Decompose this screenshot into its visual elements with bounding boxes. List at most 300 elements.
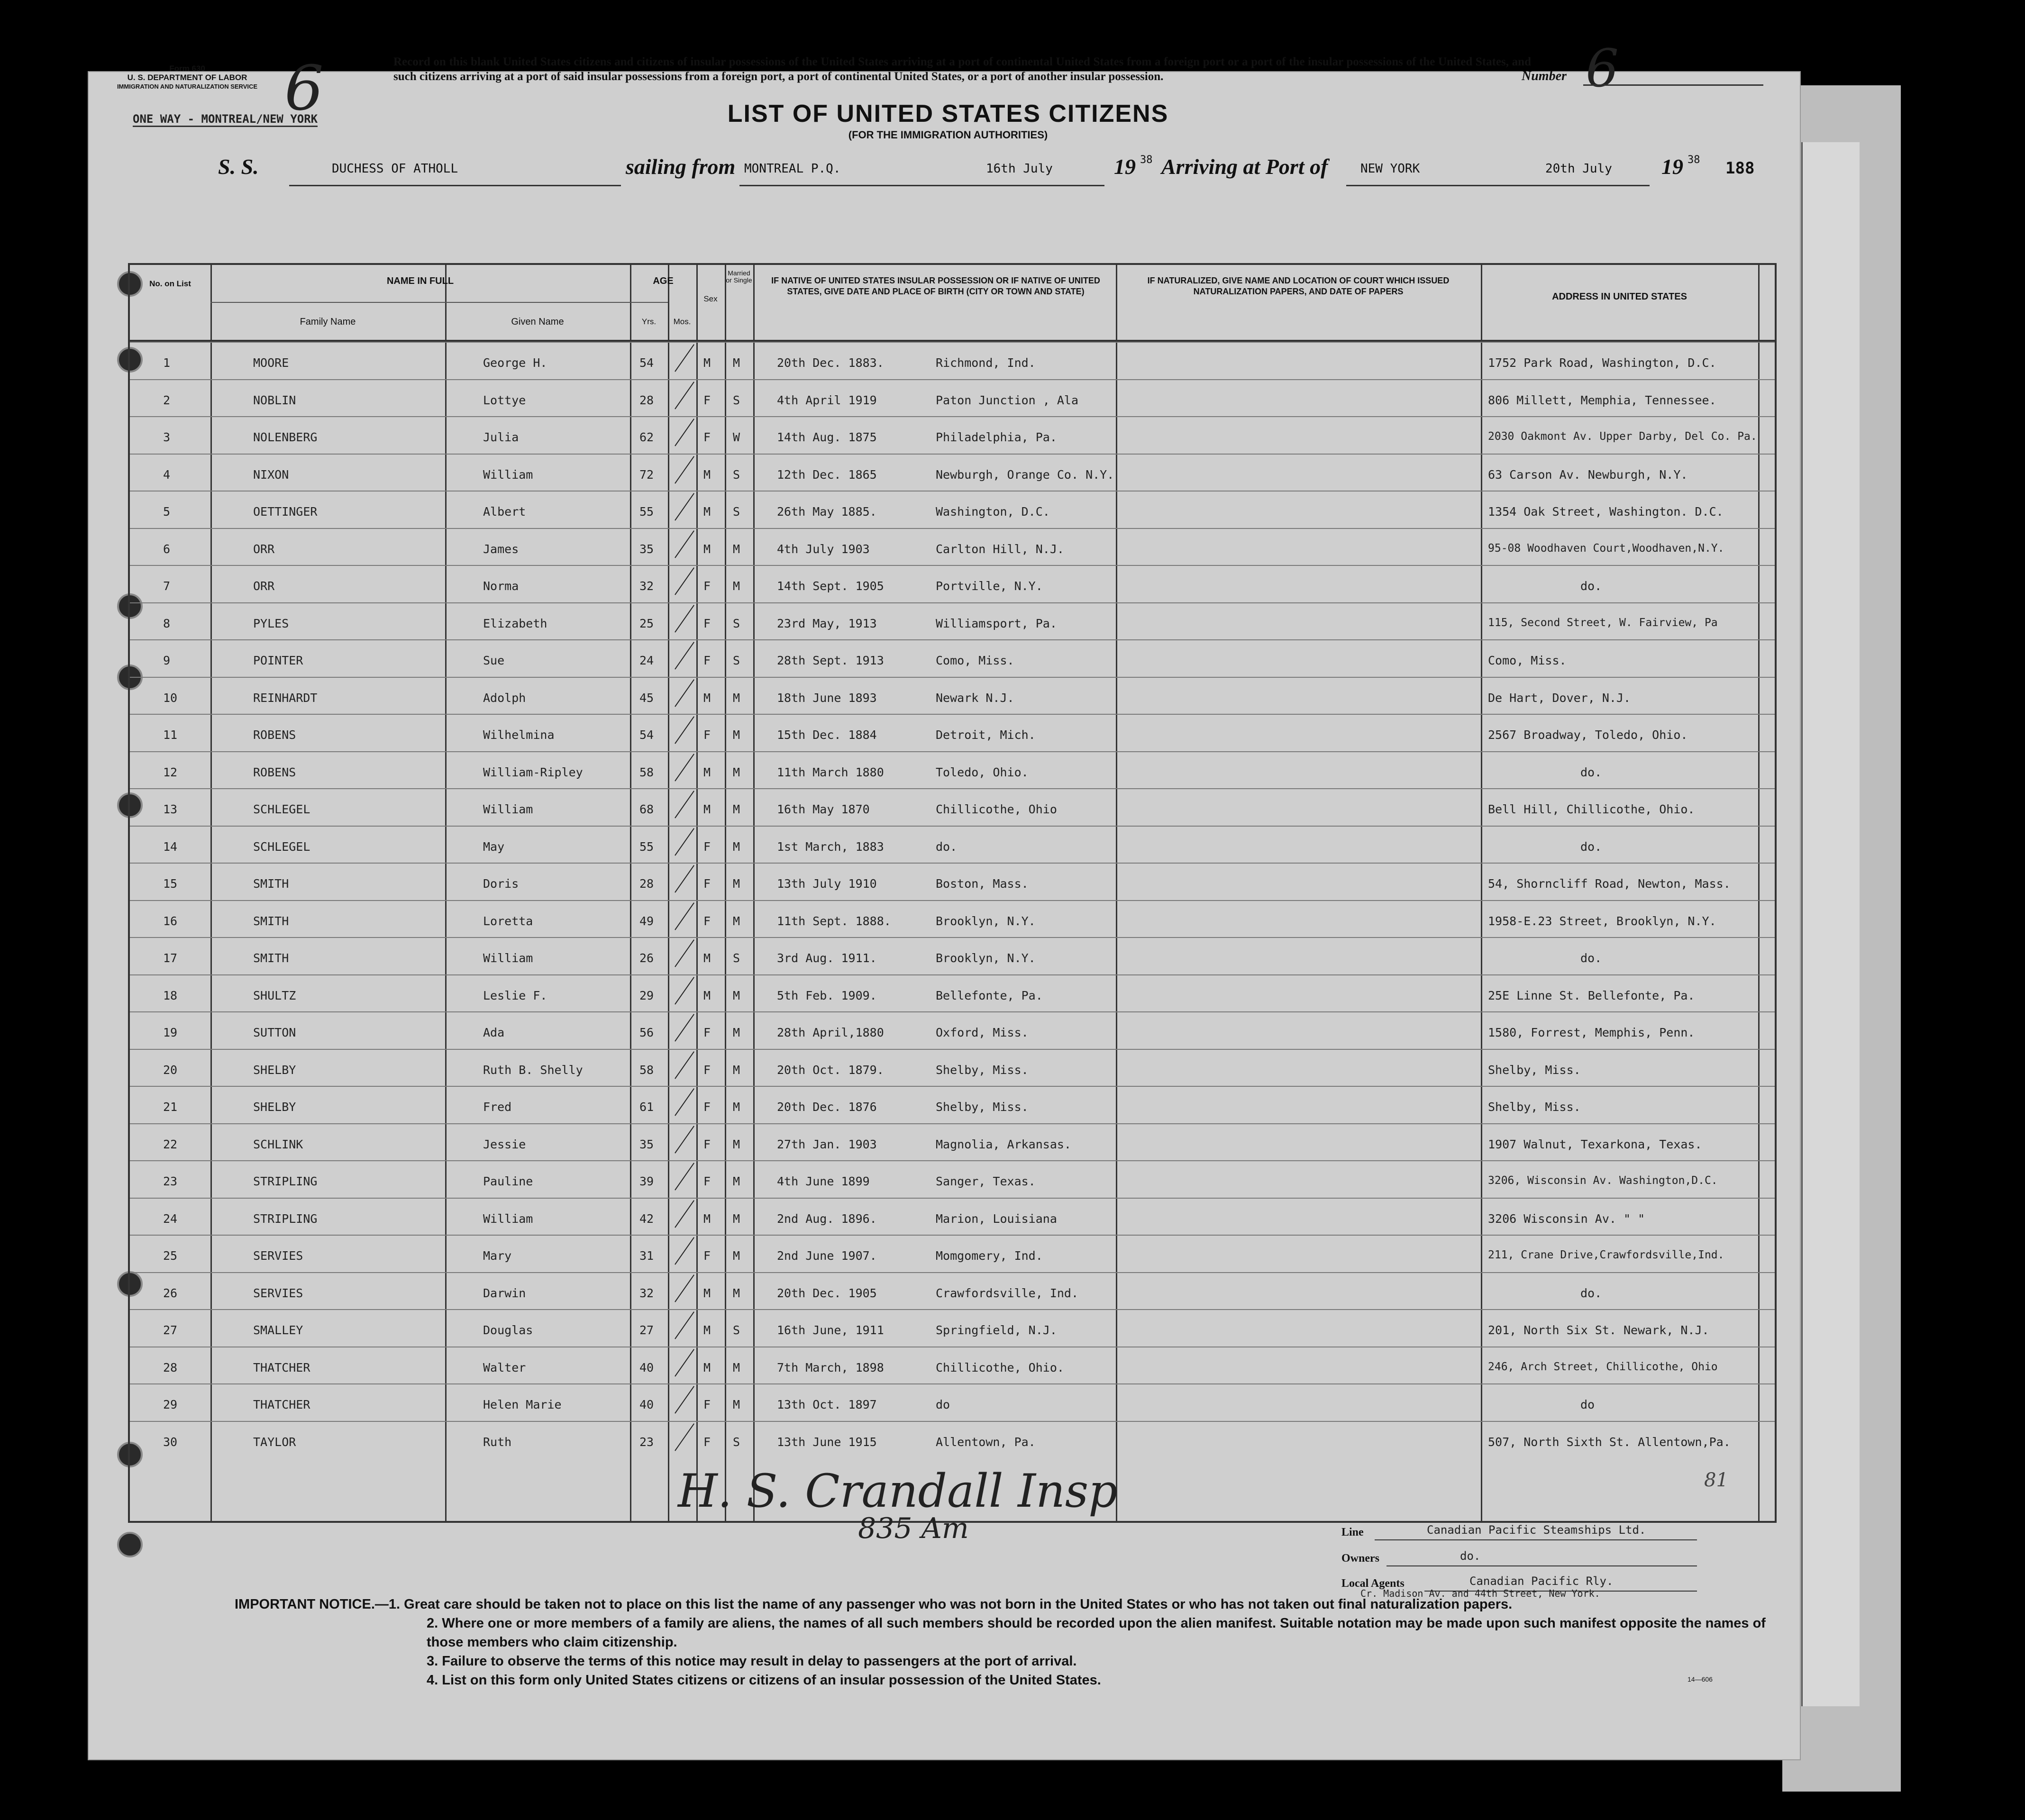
check-mark — [675, 828, 694, 855]
birth-place: Chillicothe, Ohio — [936, 802, 1057, 816]
table-row — [130, 1347, 1775, 1385]
check-mark — [675, 530, 694, 558]
family-name: SMALLEY — [253, 1323, 303, 1337]
age-years: 32 — [639, 579, 654, 593]
table-row — [130, 937, 1775, 975]
row-number: 30 — [163, 1435, 178, 1449]
birth-place: Allentown, Pa. — [936, 1435, 1036, 1449]
given-name: Douglas — [483, 1323, 533, 1337]
sex: M — [703, 691, 711, 705]
age-years: 32 — [639, 1286, 654, 1300]
year-prefix: 19 — [1661, 155, 1683, 179]
col-age: AGE — [653, 276, 674, 286]
family-name: PYLES — [253, 616, 289, 630]
us-address: Shelby, Miss. — [1488, 1063, 1581, 1077]
marital-status: M — [733, 728, 740, 742]
age-years: 40 — [639, 1360, 654, 1374]
sex: M — [703, 542, 711, 556]
intro-text: Record on this blank United States citizens and citizens of insular possessions of the United States arriving at a port of continental United States from a foreign port or a port of the insular possessions of the United States, and such citizens arriving at a port of said insular possessions from a foreign port, a port of continental United States, or a port of another insular possession. — [393, 55, 1531, 83]
arrival-year: 38 — [1688, 154, 1700, 166]
birth-date: 23rd May, 1913 — [777, 616, 877, 630]
marital-status: S — [733, 393, 740, 407]
row-number: 25 — [163, 1249, 178, 1263]
birth-date: 12th Dec. 1865 — [777, 467, 877, 482]
age-years: 35 — [639, 542, 654, 556]
table-row — [130, 454, 1775, 492]
family-name: SCHLINK — [253, 1137, 303, 1151]
age-years: 72 — [639, 467, 654, 482]
sex: M — [703, 1323, 711, 1337]
row-number: 26 — [163, 1286, 178, 1300]
us-address: 3206 Wisconsin Av. " " — [1488, 1211, 1645, 1226]
col-name-in-full: NAME IN FULL — [386, 276, 454, 286]
row-number: 10 — [163, 691, 178, 705]
row-number: 24 — [163, 1211, 178, 1226]
marital-status: M — [733, 1211, 740, 1226]
notice-heading: IMPORTANT NOTICE. — [235, 1597, 375, 1612]
age-years: 29 — [639, 988, 654, 1002]
department: U. S. DEPARTMENT OF LABOR — [127, 73, 247, 82]
table-row — [130, 1160, 1775, 1199]
age-years: 28 — [639, 393, 654, 407]
family-name: SMITH — [253, 914, 289, 928]
birth-date: 20th Dec. 1905 — [777, 1286, 877, 1300]
age-years: 42 — [639, 1211, 654, 1226]
check-mark — [675, 382, 694, 409]
check-mark — [675, 1051, 694, 1079]
family-name: STRIPLING — [253, 1174, 318, 1188]
us-address: 3206, Wisconsin Av. Washington,D.C. — [1488, 1174, 1718, 1187]
col-mos: Mos. — [673, 317, 691, 326]
check-mark — [675, 1014, 694, 1041]
us-address: 806 Millett, Memphia, Tennessee. — [1488, 393, 1716, 407]
col-given-name: Given Name — [511, 317, 564, 327]
marital-status: M — [733, 914, 740, 928]
us-address: 1907 Walnut, Texarkona, Texas. — [1488, 1137, 1702, 1151]
sex: M — [703, 802, 711, 816]
check-mark — [675, 791, 694, 818]
inspector-signature: H. S. Crandall Insp — [678, 1465, 1118, 1518]
given-name: Lottye — [483, 393, 526, 407]
given-name: Darwin — [483, 1286, 526, 1300]
age-years: 35 — [639, 1137, 654, 1151]
marital-status: S — [733, 616, 740, 630]
passenger-table — [128, 263, 1777, 1523]
notice-item-4: 4. List on this form only United States citizens or citizens of an insular possession of the United States. — [427, 1673, 1101, 1688]
given-name: Albert — [483, 505, 526, 519]
row-number: 21 — [163, 1100, 178, 1114]
age-years: 49 — [639, 914, 654, 928]
table-header — [130, 265, 1775, 342]
birth-date: 4th June 1899 — [777, 1174, 870, 1188]
age-years: 58 — [639, 765, 654, 779]
us-address: 25E Linne St. Bellefonte, Pa. — [1488, 988, 1695, 1002]
check-mark — [675, 642, 694, 669]
us-address: 211, Crane Drive,Crawfordsville,Ind. — [1488, 1249, 1724, 1261]
check-mark — [675, 456, 694, 483]
family-name: SHELBY — [253, 1100, 296, 1114]
given-name: Ruth — [483, 1435, 512, 1449]
family-name: THATCHER — [253, 1360, 310, 1374]
row-number: 4 — [163, 467, 171, 482]
us-address: do. — [1580, 765, 1602, 779]
check-mark — [675, 1163, 694, 1190]
sex: M — [703, 1211, 711, 1226]
punch-hole — [117, 1532, 143, 1557]
us-address: 1752 Park Road, Washington, D.C. — [1488, 356, 1716, 370]
table-row — [130, 788, 1775, 827]
row-number: 3 — [163, 430, 171, 444]
sex: M — [703, 1286, 711, 1300]
us-address: De Hart, Dover, N.J. — [1488, 691, 1631, 705]
marital-status: M — [733, 1360, 740, 1374]
us-address: 54, Shorncliff Road, Newton, Mass. — [1488, 877, 1731, 891]
birth-date: 13th July 1910 — [777, 877, 877, 891]
us-address: 1580, Forrest, Memphis, Penn. — [1488, 1026, 1695, 1039]
marital-status: S — [733, 1435, 740, 1449]
given-name: James — [483, 542, 519, 556]
header-divider — [210, 302, 668, 303]
birth-place: Springfield, N.J. — [936, 1323, 1057, 1337]
birth-place: Oxford, Miss. — [936, 1026, 1029, 1039]
family-name: REINHARDT — [253, 691, 318, 705]
check-mark — [675, 939, 694, 967]
birth-place: Como, Miss. — [936, 654, 1014, 667]
arrival-date: 20th July — [1545, 162, 1612, 176]
sex: F — [703, 579, 711, 593]
birth-place: Chillicothe, Ohio. — [936, 1360, 1064, 1374]
family-name: TAYLOR — [253, 1435, 296, 1449]
us-address: 2567 Broadway, Toledo, Ohio. — [1488, 728, 1688, 742]
age-years: 56 — [639, 1026, 654, 1039]
underline — [1507, 185, 1650, 186]
us-address: do — [1580, 1398, 1595, 1411]
table-row — [130, 1049, 1775, 1087]
birth-date: 13th Oct. 1897 — [777, 1398, 877, 1411]
underline — [289, 185, 621, 186]
check-mark — [675, 1349, 694, 1376]
row-number: 5 — [163, 505, 171, 519]
marital-status: M — [733, 765, 740, 779]
birth-date: 11th March 1880 — [777, 765, 884, 779]
line-value: Canadian Pacific Steamships Ltd. — [1427, 1523, 1646, 1537]
marital-status: M — [733, 1026, 740, 1039]
table-row — [130, 1235, 1775, 1273]
form-code: 14—606 — [1688, 1675, 1713, 1683]
age-years: 55 — [639, 505, 654, 519]
table-row — [130, 900, 1775, 938]
stamp-number: 188 — [1725, 159, 1755, 178]
local-agents-value: Canadian Pacific Rly. — [1469, 1574, 1614, 1588]
age-years: 45 — [639, 691, 654, 705]
table-row — [130, 1123, 1775, 1162]
birth-place: Newark N.J. — [936, 691, 1014, 705]
route-stamp: ONE WAY - MONTREAL/NEW YORK — [133, 112, 318, 127]
table-row — [130, 565, 1775, 603]
given-name: Wilhelmina — [483, 728, 555, 742]
check-mark — [675, 1423, 694, 1451]
check-mark — [675, 419, 694, 446]
us-address: 63 Carson Av. Newburgh, N.Y. — [1488, 467, 1688, 482]
birth-date: 28th April,1880 — [777, 1026, 884, 1039]
check-mark — [675, 567, 694, 595]
given-name: Julia — [483, 430, 519, 444]
birth-date: 14th Aug. 1875 — [777, 430, 877, 444]
given-name: Jessie — [483, 1137, 526, 1151]
birth-place: Momgomery, Ind. — [936, 1249, 1043, 1263]
ss-label: S. S. — [218, 155, 259, 179]
birth-date: 13th June 1915 — [777, 1435, 877, 1449]
birth-place: Newburgh, Orange Co. N.Y. — [936, 467, 1114, 482]
given-name: Pauline — [483, 1174, 533, 1188]
table-row — [130, 416, 1775, 455]
birth-place: Shelby, Miss. — [936, 1063, 1029, 1077]
row-number: 28 — [163, 1360, 178, 1374]
given-name: William — [483, 1211, 533, 1226]
table-row — [130, 639, 1775, 678]
age-years: 68 — [639, 802, 654, 816]
row-number: 29 — [163, 1398, 178, 1411]
family-name: SCHLEGEL — [253, 802, 310, 816]
given-name: Mary — [483, 1249, 512, 1263]
check-mark — [675, 1311, 694, 1339]
sailing-date: 16th July — [986, 162, 1053, 176]
us-address: Shelby, Miss. — [1488, 1100, 1581, 1114]
age-years: 40 — [639, 1398, 654, 1411]
row-number: 13 — [163, 802, 178, 816]
table-row — [130, 826, 1775, 864]
family-name: ORR — [253, 542, 275, 556]
sex: F — [703, 654, 711, 667]
birth-place: Richmond, Ind. — [936, 356, 1036, 370]
sex: F — [703, 430, 711, 444]
check-mark — [675, 679, 694, 707]
col-sex: Sex — [703, 294, 718, 303]
sex: F — [703, 1435, 711, 1449]
underline — [1375, 1539, 1697, 1540]
family-name: SHELBY — [253, 1063, 296, 1077]
sex: F — [703, 728, 711, 742]
marital-status: M — [733, 356, 740, 370]
marital-status: M — [733, 1286, 740, 1300]
age-years: 58 — [639, 1063, 654, 1077]
form-identifier — [116, 64, 258, 91]
notice-item-2: 2. Where one or more members of a family are aliens, the names of all such members should be recorded upon the alien manifest. Suitable notation may be made upon such manifest opposite the names of those members who claim citizenship. — [427, 1616, 1766, 1650]
family-name: MOORE — [253, 356, 289, 370]
check-mark — [675, 344, 694, 372]
local-agents-label: Local Agents — [1341, 1577, 1405, 1590]
family-name: OETTINGER — [253, 505, 318, 519]
birth-date: 7th March, 1898 — [777, 1360, 884, 1374]
us-address: 1354 Oak Street, Washington. D.C. — [1488, 505, 1724, 519]
sex: M — [703, 765, 711, 779]
us-address: Como, Miss. — [1488, 654, 1567, 667]
birth-date: 2nd June 1907. — [777, 1249, 877, 1263]
row-number: 16 — [163, 914, 178, 928]
row-number: 11 — [163, 728, 178, 742]
service: IMMIGRATION AND NATURALIZATION SERVICE — [117, 83, 258, 90]
notice-item-1: IMPORTANT NOTICE.—1. Great care should be taken not to place on this list the name of any passenger who was not born in the United States or who has not taken out final naturalization papers. — [235, 1597, 1513, 1612]
marital-status: S — [733, 1323, 740, 1337]
birth-date: 4th April 1919 — [777, 393, 877, 407]
marital-status: M — [733, 542, 740, 556]
family-name: ROBENS — [253, 728, 296, 742]
sailing-label: sailing from — [626, 155, 736, 179]
sex: F — [703, 839, 711, 854]
birth-place: Detroit, Mich. — [936, 728, 1036, 742]
birth-date: 5th Feb. 1909. — [777, 988, 877, 1002]
given-name: William — [483, 951, 533, 965]
arriving-label: Arriving at Port of — [1161, 155, 1328, 179]
birth-place: Brooklyn, N.Y. — [936, 951, 1036, 965]
given-name: Adolph — [483, 691, 526, 705]
sailing-year: 38 — [1140, 154, 1153, 166]
age-years: 23 — [639, 1435, 654, 1449]
birth-place: Washington, D.C. — [936, 505, 1050, 519]
age-years: 54 — [639, 356, 654, 370]
underline — [1386, 1565, 1697, 1566]
given-name: Norma — [483, 579, 519, 593]
voyage-line — [133, 154, 1782, 192]
us-address: 507, North Sixth St. Allentown,Pa. — [1488, 1435, 1731, 1449]
check-mark — [675, 1386, 694, 1413]
age-years: 26 — [639, 951, 654, 965]
sex: M — [703, 467, 711, 482]
back-page-edge — [1801, 142, 1860, 1706]
us-address: 115, Second Street, W. Fairview, Pa — [1488, 616, 1718, 629]
col-birth: IF NATIVE OF UNITED STATES INSULAR POSSESSION OR IF NATIVE OF UNITED STATES, GIVE DATE AND PLACE OF BIRTH (CITY OR TOWN AND STATE) — [771, 276, 1100, 296]
family-name: SERVIES — [253, 1249, 303, 1263]
table-row — [130, 342, 1775, 380]
page-subtitle: (FOR THE IMMIGRATION AUTHORITIES) — [848, 129, 1048, 141]
birth-date: 11th Sept. 1888. — [777, 914, 891, 928]
given-name: Loretta — [483, 914, 533, 928]
row-number: 22 — [163, 1137, 178, 1151]
row-number: 7 — [163, 579, 171, 593]
birth-place: Brooklyn, N.Y. — [936, 914, 1036, 928]
birth-date: 27th Jan. 1903 — [777, 1137, 877, 1151]
check-mark — [675, 605, 694, 632]
row-number: 14 — [163, 839, 178, 854]
table-row — [130, 714, 1775, 752]
check-mark — [675, 716, 694, 744]
table-row — [130, 528, 1775, 566]
sex: M — [703, 356, 711, 370]
row-number: 9 — [163, 654, 171, 667]
marital-status: W — [733, 430, 740, 444]
sex: F — [703, 1249, 711, 1263]
us-address: 1958-E.23 Street, Brooklyn, N.Y. — [1488, 914, 1716, 928]
birth-place: Boston, Mass. — [936, 877, 1029, 891]
birth-date: 14th Sept. 1905 — [777, 579, 884, 593]
check-mark — [675, 493, 694, 520]
age-years: 24 — [639, 654, 654, 667]
marital-status: M — [733, 802, 740, 816]
family-name: SUTTON — [253, 1026, 296, 1039]
table-row — [130, 974, 1775, 1013]
sex: M — [703, 505, 711, 519]
underline — [967, 185, 1104, 186]
birth-place: Toledo, Ohio. — [936, 765, 1029, 779]
family-name: STRIPLING — [253, 1211, 318, 1226]
row-number: 6 — [163, 542, 171, 556]
birth-date: 20th Dec. 1883. — [777, 356, 884, 370]
row-number: 23 — [163, 1174, 178, 1188]
given-name: Sue — [483, 654, 505, 667]
check-mark — [675, 902, 694, 930]
sex: F — [703, 1398, 711, 1411]
marital-status: S — [733, 951, 740, 965]
important-notice — [235, 1595, 1766, 1690]
row-number: 15 — [163, 877, 178, 891]
birth-place: do — [936, 1398, 950, 1411]
row-number: 27 — [163, 1323, 178, 1337]
given-name: William — [483, 802, 533, 816]
marital-status: M — [733, 839, 740, 854]
family-name: SHULTZ — [253, 988, 296, 1002]
sex: F — [703, 1137, 711, 1151]
birth-date: 28th Sept. 1913 — [777, 654, 884, 667]
birth-date: 4th July 1903 — [777, 542, 870, 556]
row-number: 19 — [163, 1026, 178, 1039]
given-name: Fred — [483, 1100, 512, 1114]
birth-date: 16th June, 1911 — [777, 1323, 884, 1337]
marital-status: M — [733, 1249, 740, 1263]
table-row — [130, 1198, 1775, 1236]
birth-place: Bellefonte, Pa. — [936, 988, 1043, 1002]
birth-date: 15th Dec. 1884 — [777, 728, 877, 742]
birth-place: Paton Junction , Ala — [936, 393, 1079, 407]
age-years: 31 — [639, 1249, 654, 1263]
year-prefix: 19 — [1114, 155, 1136, 179]
us-address: do. — [1580, 839, 1602, 854]
sex: F — [703, 877, 711, 891]
check-mark — [675, 754, 694, 781]
marital-status: M — [733, 1398, 740, 1411]
check-mark — [675, 977, 694, 1004]
marital-status: M — [733, 1063, 740, 1077]
family-name: SMITH — [253, 951, 289, 965]
sex: F — [703, 1174, 711, 1188]
given-name: Helen Marie — [483, 1398, 562, 1411]
marital-status: M — [733, 877, 740, 891]
marital-status: M — [733, 1137, 740, 1151]
birth-place: Williamsport, Pa. — [936, 616, 1057, 630]
birth-date: 18th June 1893 — [777, 691, 877, 705]
marital-status: S — [733, 467, 740, 482]
us-address: 246, Arch Street, Chillicothe, Ohio — [1488, 1360, 1718, 1373]
check-mark — [675, 1274, 694, 1302]
col-address: ADDRESS IN UNITED STATES — [1552, 291, 1687, 302]
handwritten-number: 6 — [284, 52, 324, 124]
underline — [739, 185, 1005, 186]
age-years: 39 — [639, 1174, 654, 1188]
birth-date: 26th May 1885. — [777, 505, 877, 519]
us-address: Bell Hill, Chillicothe, Ohio. — [1488, 802, 1695, 816]
us-address: do. — [1580, 579, 1602, 593]
family-name: SERVIES — [253, 1286, 303, 1300]
row-number: 1 — [163, 356, 171, 370]
family-name: POINTER — [253, 654, 303, 667]
sex: F — [703, 1026, 711, 1039]
given-name: Ada — [483, 1026, 505, 1039]
table-row — [130, 677, 1775, 715]
age-years: 28 — [639, 877, 654, 891]
number-label: Number — [1522, 69, 1567, 83]
sex: F — [703, 1100, 711, 1114]
us-address: do. — [1580, 1286, 1602, 1300]
table-row — [130, 1383, 1775, 1422]
